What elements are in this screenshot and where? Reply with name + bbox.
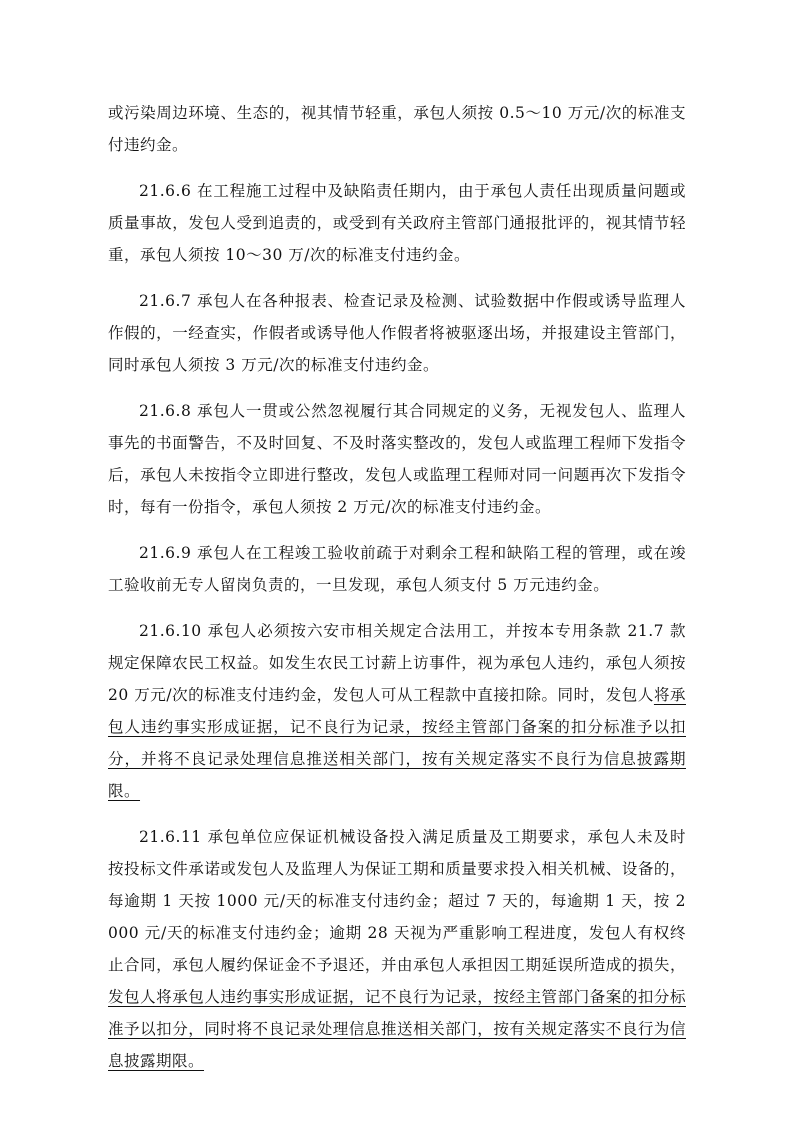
underlined-text: 将承包人违约事实形成证据，记不良行为记录，按经主管部门备案的扣分标准予以扣分，并将不良记录处理信息推送相关部门，按有关规定落实不良行为信息披露期限。: [108, 686, 686, 800]
underlined-text: 发包人将承包人违约事实形成证据，记不良行为记录，按经主管部门备案的扣分标准予以扣分，同时将不良记录处理信息推送相关部门，按有关规定落实不良行为信息披露期限。: [108, 988, 686, 1070]
clause-21-6-9: [108, 537, 686, 601]
paragraph-continuation: [108, 97, 686, 161]
paragraph-text: 21.6.9 承包人在工程竣工验收前疏于对剩余工程和缺陷工程的管理，或在竣工验收前无专人留岗负责的，一旦发现，承包人须支付 5 万元违约金。: [108, 544, 686, 594]
clause-21-6-11: [108, 821, 686, 1077]
paragraph-text: 21.6.7 承包人在各种报表、检查记录及检测、试验数据中作假或诱导监理人作假的，一经查实，作假者或诱导他人作假者将被驱逐出场，并报建设主管部门，同时承包人须按 3 万元/次的标准支付违约金。: [108, 292, 686, 374]
clause-21-6-8: [108, 395, 686, 523]
clause-21-6-7: [108, 285, 686, 381]
paragraph-text: 或污染周边环境、生态的，视其情节轻重，承包人须按 0.5～10 万元/次的标准支付违约金。: [108, 104, 686, 154]
clause-21-6-10: [108, 615, 686, 807]
paragraph-text: 21.6.6 在工程施工过程中及缺陷责任期内，由于承包人责任出现质量问题或质量事故，发包人受到追责的，或受到有关政府主管部门通报批评的，视其情节轻重，承包人须按 10～30 万/次的标准支付违约金。: [108, 182, 686, 264]
clause-21-6-6: [108, 175, 686, 271]
paragraph-text: 21.6.10 承包人必须按六安市相关规定合法用工，并按本专用条款 21.7 款规定保障农民工权益。如发生农民工讨薪上访事件，视为承包人违约，承包人须按 20 万元/次的标准支付违约金，发包人可从工程款中直接扣除。同时，发包人: [108, 622, 686, 704]
document-body: [108, 97, 686, 1091]
paragraph-text: 21.6.11 承包单位应保证机械设备投入满足质量及工期要求，承包人未及时按投标文件承诺或发包人及监理人为保证工期和质量要求投入相关机械、设备的，每逾期 1 天按 1000 元/天的标准支付违约金；超过 7 天的，每逾期 1 天，按 2000 元/天的标准支付违约金；逾期 28 天视为严重影响工程进度，发包人有权终止合同，承包人履约保证金不予退还，并由承包人承担因工期延误所造成的损失，: [108, 828, 686, 974]
paragraph-text: 21.6.8 承包人一贯或公然忽视履行其合同规定的义务，无视发包人、监理人事先的书面警告，不及时回复、不及时落实整改的，发包人或监理工程师下发指令后，承包人未按指令立即进行整改，发包人或监理工程师对同一问题再次下发指令时，每有一份指令，承包人须按 2 万元/次的标准支付违约金。: [108, 402, 686, 516]
